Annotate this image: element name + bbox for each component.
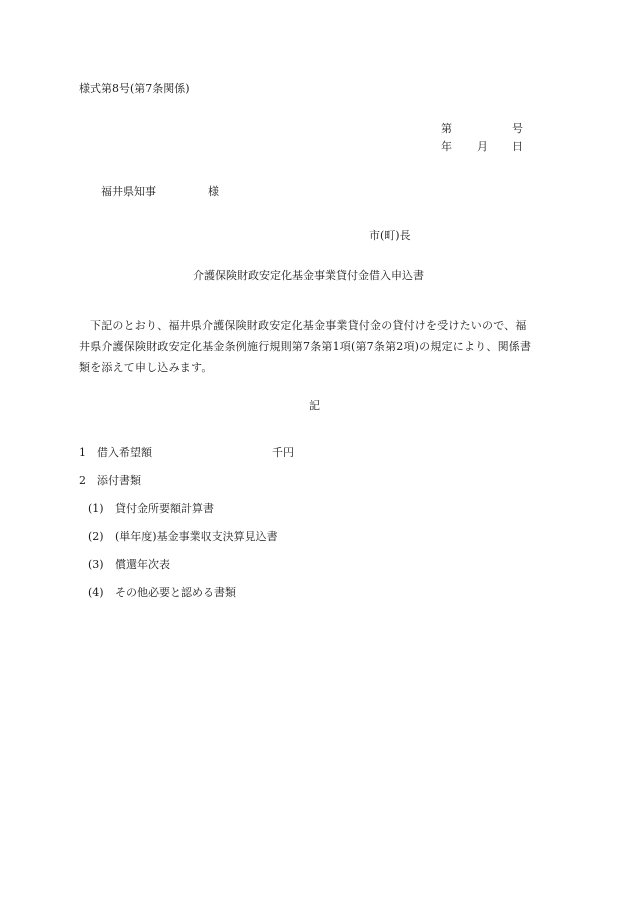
ki-heading: 記	[309, 399, 320, 412]
body-paragraph	[79, 315, 549, 378]
body-line: 井県介護保険財政安定化基金条例施行規則第7条第1項(第7条第2項)の規定により、関係書	[79, 340, 532, 353]
date-year: 年	[441, 140, 452, 153]
attachment-number: (3)	[88, 558, 104, 571]
attachment-number: (1)	[88, 502, 104, 515]
attachment-number: (4)	[88, 586, 104, 599]
addressee-name: 福井県知事	[101, 185, 156, 198]
item1-label: 借入希望額	[97, 446, 152, 459]
item2-number: 2	[79, 474, 86, 487]
addressee-honorific: 様	[208, 185, 219, 198]
date-month: 月	[477, 140, 488, 153]
attachment-label: 貸付金所要額計算書	[115, 502, 214, 515]
date-day: 日	[512, 140, 523, 153]
item1-unit: 千円	[272, 446, 294, 459]
body-line: 類を添えて申し込みます。	[79, 361, 213, 374]
attachment-label: (単年度)基金事業収支決算見込書	[115, 530, 278, 543]
form-number: 様式第8号(第7条関係)	[79, 82, 190, 95]
item1-number: 1	[79, 446, 86, 459]
doc-number-go: 号	[512, 122, 523, 135]
attachment-label: その他必要と認める書類	[115, 586, 236, 599]
attachment-number: (2)	[88, 530, 104, 543]
sender: 市(町)長	[369, 229, 411, 242]
item2-label: 添付書類	[97, 474, 141, 487]
document-title: 介護保険財政安定化基金事業貸付金借入申込書	[193, 269, 424, 282]
attachment-label: 償還年次表	[115, 558, 170, 571]
body-line: 下記のとおり、福井県介護保険財政安定化基金事業貸付金の貸付けを受けたいので、福	[90, 319, 527, 332]
doc-number-dai: 第	[441, 122, 452, 135]
